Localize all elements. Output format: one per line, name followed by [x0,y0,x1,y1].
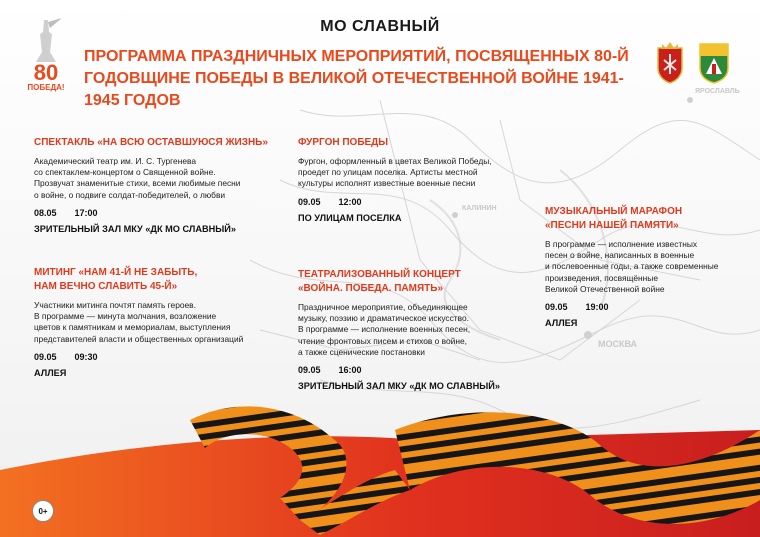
desc-line: Прозвучат знаменитые стихи, всеми любимые песни [34,178,241,189]
event-time: 17:00 [74,207,98,218]
event-rally [34,266,284,378]
event-datetime [298,197,528,207]
event-description [298,302,528,358]
desc-line: музыку, поэзию и драматическое искусство. [298,313,469,324]
event-title [298,268,528,296]
event-date: 09.05 [298,196,321,207]
event-theatre-concert [298,268,528,391]
desc-line: В программе — минута молчания, возложение [34,311,217,322]
desc-line: Праздничное мероприятие, объединяющее [298,302,468,312]
desc-line: Фургон, оформленный в цветах Великой Победы, [298,156,492,166]
event-time: 09:30 [74,351,98,362]
event-time: 19:00 [585,302,609,313]
event-description [298,156,528,190]
desc-line: со спектаклем-концертом о Священной войне. [34,167,216,178]
desc-line: В программе — исполнение известных [545,239,698,249]
event-spectacle [34,136,284,234]
desc-line: Академический театр им. И. С. Тургенева [34,156,197,166]
event-description [34,156,284,201]
event-description [34,300,284,345]
program-title-line2: ГОДОВЩИНЕ ПОБЕДЫ В ВЕЛИКОЙ ОТЕЧЕСТВЕННОЙ ВОЙНЕ 1941-1945 ГОДОВ [84,70,624,109]
logo-word: ПОБЕДА! [27,83,65,92]
event-time: 16:00 [338,365,362,376]
map-label-moscow: МОСКВА [598,339,638,349]
event-music-marathon [545,205,755,328]
map-label-kalinin: КАЛИНИН [462,205,497,212]
desc-line: и послевоенные годы, а также современные [545,261,719,272]
event-date: 09.05 [545,302,568,313]
event-place: ЗРИТЕЛЬНЫЙ ЗАЛ МКУ «ДК МО СЛАВНЫЙ» [34,223,236,234]
event-title [545,205,755,233]
event-place: АЛЛЕЯ [545,318,578,329]
tula-region-emblem [652,40,688,84]
event-date: 09.05 [34,351,57,362]
event-van [298,136,528,223]
desc-line: цветов к памятникам и мемориалам, выступления [34,322,231,333]
title-line: «ПЕСНИ НАШЕЙ ПАМЯТИ» [545,220,679,231]
event-datetime [298,365,528,375]
desc-line: Великой Отечественной войне [545,283,665,294]
desc-line: произведения, посвящённые [545,272,658,283]
event-place: ПО УЛИЦАМ ПОСЕЛКА [298,212,402,223]
event-place: АЛЛЕЯ [34,367,67,378]
desc-line: чтение фронтовых писем и стихов о войне, [298,335,467,346]
program-title [84,46,644,112]
slavny-emblem [696,40,732,84]
logo-number: 80 [33,60,59,85]
event-time: 12:00 [338,196,362,207]
desc-line: культуры исполнят известные военные песни [298,178,476,189]
event-title [34,266,284,294]
event-date: 08.05 [34,207,57,218]
title-line: ТЕАТРАЛИЗОВАННЫЙ КОНЦЕРТ [298,269,461,280]
event-title: СПЕКТАКЛЬ «НА ВСЮ ОСТАВШУЮСЯ ЖИЗНЬ» [34,137,268,148]
event-datetime [34,208,284,218]
event-datetime [545,302,755,312]
event-title: ФУРГОН ПОБЕДЫ [298,137,389,148]
program-title-line1: ПРОГРАММА ПРАЗДНИЧНЫХ МЕРОПРИЯТИЙ, ПОСВЯЩЕННЫХ 80-Й [84,48,629,65]
title-line: НАМ ВЕЧНО СЛАВИТЬ 45-Й» [34,281,178,292]
map-label-yaroslavl: ЯРОСЛАВЛЬ [695,88,740,95]
desc-line: о войне, о подвиге солдат-победителей, о любви [34,189,226,200]
title-line: МИТИНГ «НАМ 41-Й НЕ ЗАБЫТЬ, [34,267,198,278]
title-line: МУЗЫКАЛЬНЫЙ МАРАФОН [545,206,683,217]
title-line: «ВОЙНА. ПОБЕДА. ПАМЯТЬ» [298,283,444,294]
event-datetime [34,352,284,362]
desc-line: проедет по улицам поселка. Артисты местной [298,167,478,178]
desc-line: а также сценические постановки [298,346,425,357]
event-place: ЗРИТЕЛЬНЫЙ ЗАЛ МКУ «ДК МО СЛАВНЫЙ» [298,381,500,392]
event-description [545,239,755,295]
desc-line: Участники митинга почтят память героев. [34,300,196,310]
municipality-name: МО СЛАВНЫЙ [320,18,440,35]
age-rating-badge: 0+ [32,500,54,522]
event-date: 09.05 [298,365,321,376]
desc-line: песен о войне, написанных в военные [545,250,695,261]
desc-line: представителей власти и общественных организаций [34,333,244,344]
desc-line: В программе — исполнение военных песен, [298,324,471,335]
